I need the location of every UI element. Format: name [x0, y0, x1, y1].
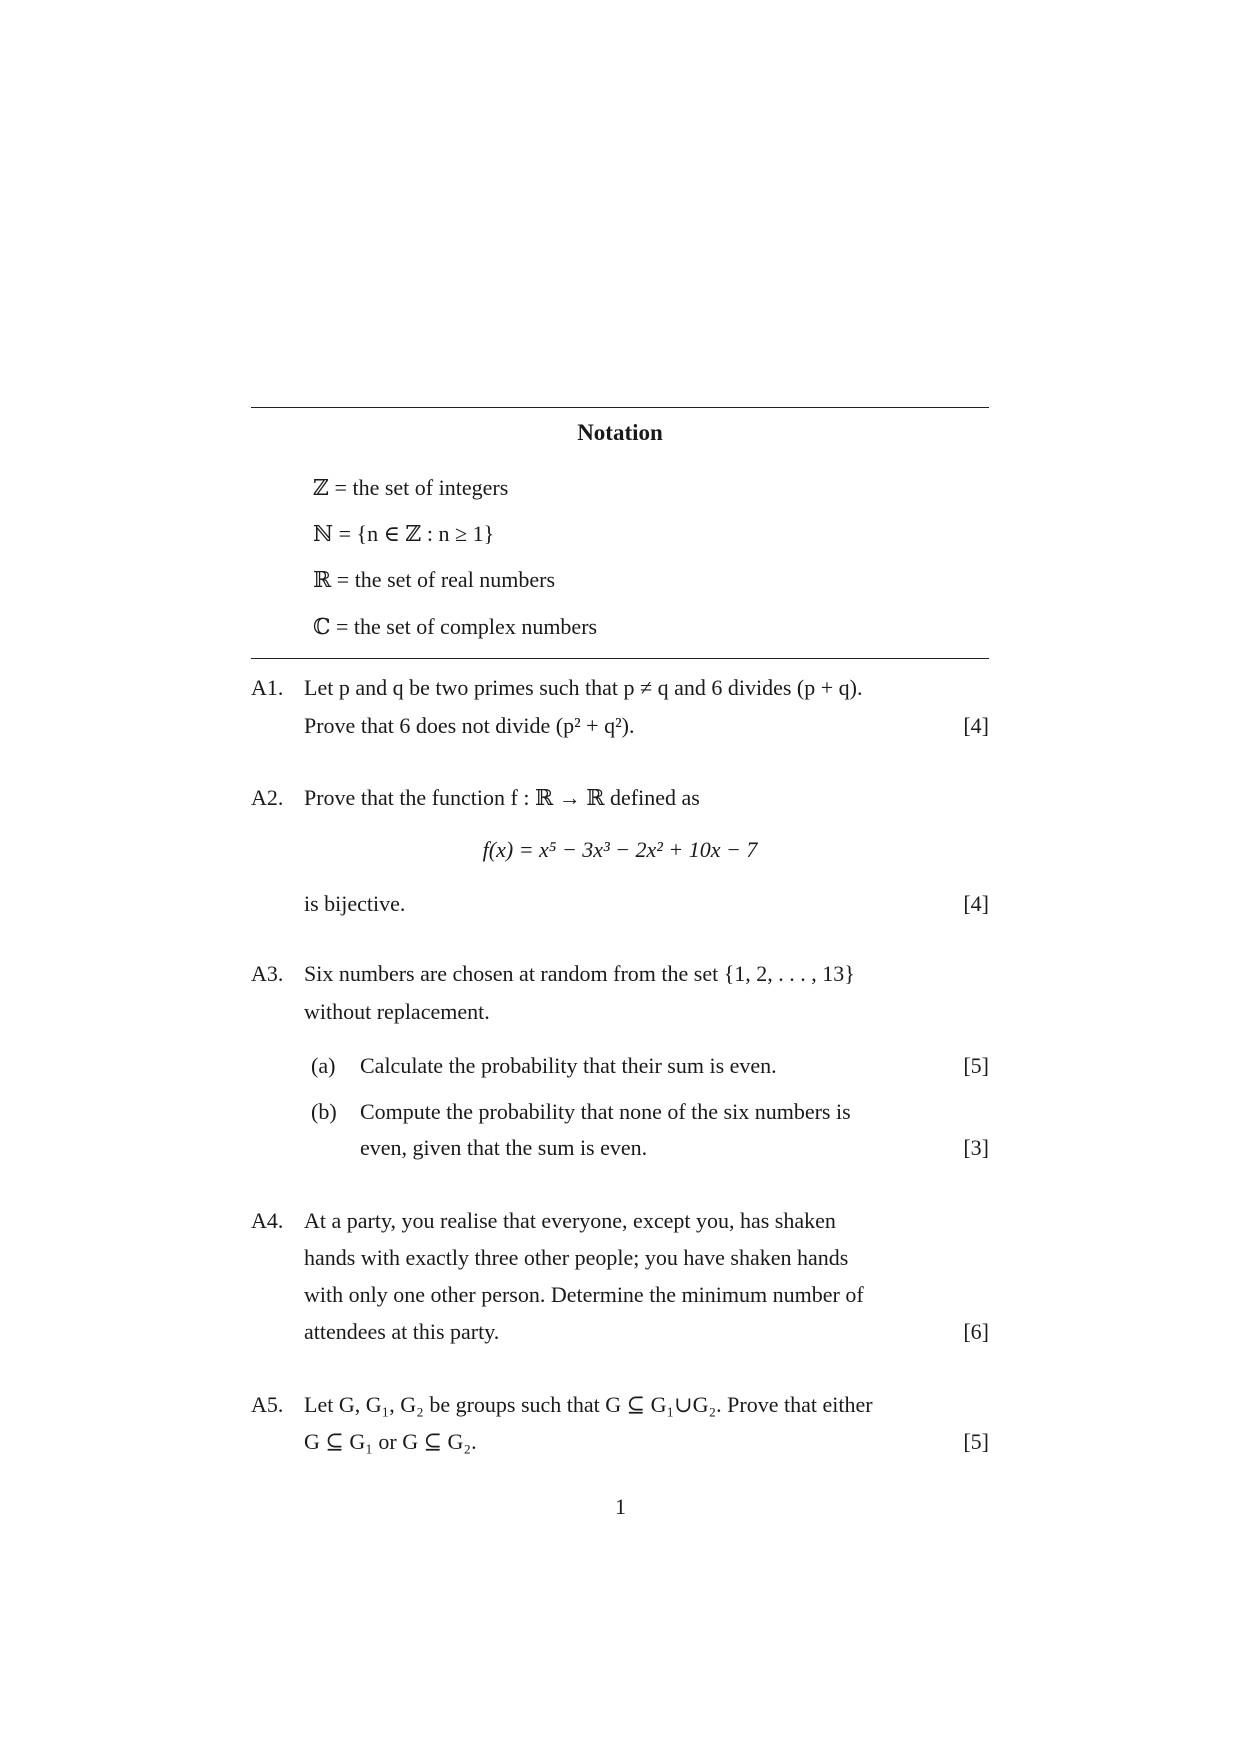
notation-reals: ℝ = the set of real numbers — [313, 567, 556, 592]
question-a5 — [251, 1392, 989, 1467]
question-text-line: attendees at this party. — [304, 1319, 500, 1344]
notation-top-rule — [251, 407, 989, 408]
subpart-label: (b) — [311, 1099, 337, 1124]
question-text-line: Prove that the function f : ℝ → ℝ defined as — [304, 785, 700, 810]
question-text-line: Let G, G₁, G₂ be groups such that G ⊆ G₁∪G₂. Prove that either — [304, 1392, 873, 1417]
question-text-line: with only one other person. Determine the minimum number of — [304, 1282, 864, 1307]
page-number: 1 — [615, 1494, 626, 1519]
marks: [4] — [963, 713, 989, 738]
marks: [5] — [963, 1053, 989, 1078]
question-text-line: G ⊆ G₁ or G ⊆ G₂. — [304, 1429, 477, 1454]
question-text-line: At a party, you realise that everyone, except you, has shaken — [304, 1208, 836, 1233]
notation-naturals: ℕ = {n ∈ ℤ : n ≥ 1} — [313, 521, 495, 546]
subpart-text-line: even, given that the sum is even. — [360, 1135, 648, 1160]
question-a2 — [251, 785, 989, 925]
notation-title: Notation — [577, 420, 663, 445]
marks: [4] — [963, 891, 989, 916]
question-text-line: hands with exactly three other people; you have shaken hands — [304, 1245, 849, 1270]
subpart-text-line: Compute the probability that none of the six numbers is — [360, 1099, 851, 1124]
question-a3 — [251, 961, 989, 1161]
notation-integers: ℤ = the set of integers — [313, 475, 509, 500]
marks: [5] — [963, 1429, 989, 1454]
marks: [6] — [963, 1319, 989, 1344]
question-text-line: is bijective. — [304, 891, 406, 916]
question-number: A4. — [251, 1208, 284, 1233]
question-a1 — [251, 675, 989, 745]
subpart-text-line: Calculate the probability that their sum is even. — [360, 1053, 777, 1078]
question-text-line: Six numbers are chosen at random from the set {1, 2, . . . , 13} — [304, 961, 855, 986]
equation: f(x) = x⁵ − 3x³ − 2x² + 10x − 7 — [482, 837, 758, 862]
marks: [3] — [963, 1135, 989, 1160]
question-a4 — [251, 1208, 989, 1358]
subpart-label: (a) — [311, 1053, 336, 1078]
subpart-b — [311, 1099, 989, 1173]
question-text-line: Let p and q be two primes such that p ≠ q and 6 divides (p + q). — [304, 675, 863, 700]
subpart-a — [311, 1053, 989, 1089]
question-number: A5. — [251, 1392, 284, 1417]
notation-bottom-rule — [251, 658, 989, 659]
question-number: A3. — [251, 961, 284, 986]
question-number: A1. — [251, 675, 284, 700]
notation-complex: ℂ = the set of complex numbers — [313, 614, 598, 639]
question-text-line: Prove that 6 does not divide (p² + q²). — [304, 713, 635, 738]
question-text-line: without replacement. — [304, 999, 490, 1024]
question-number: A2. — [251, 785, 284, 810]
